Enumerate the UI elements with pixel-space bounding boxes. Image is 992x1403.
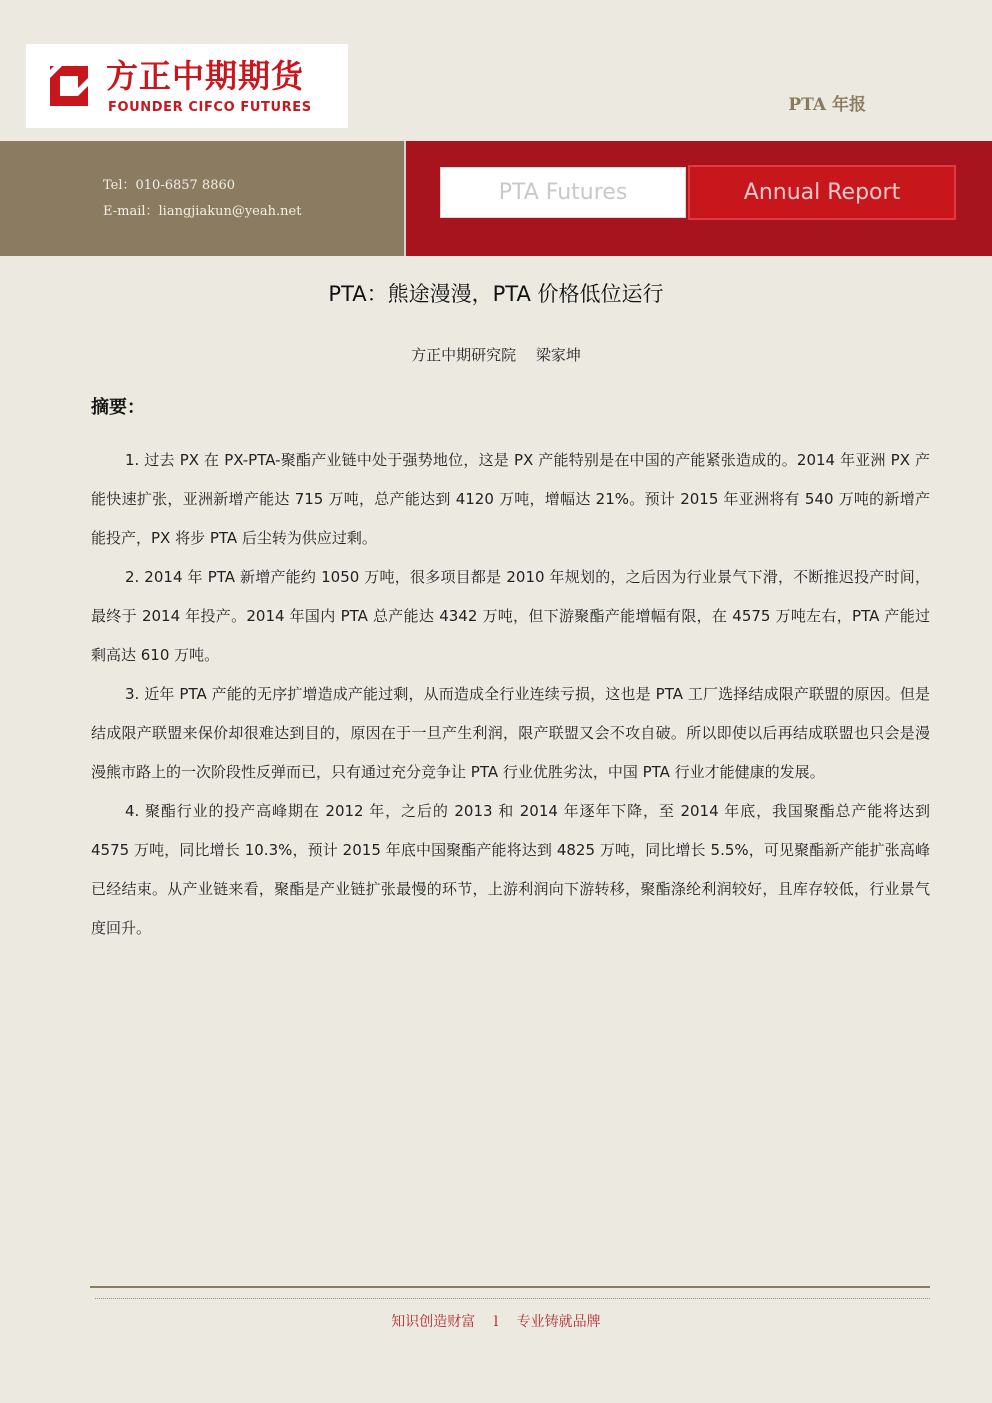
abstract-paragraph-1: 1. 过去 PX 在 PX-PTA-聚酯产业链中处于强势地位，这是 PX 产能特别是在中国的产能紧张造成的。2014 年亚洲 PX 产能快速扩张，亚洲新增产能达 715 万吨，总产能达到 4120 万吨，增幅达 21%。预计 2015 年亚洲将有 540 万吨的新增产能投产，PX 将步 PTA 后尘转为供应过剩。 [91,451,930,547]
footer-dotted-rule [95,1298,930,1299]
pta-futures-label: PTA Futures [440,167,686,218]
abstract-paragraph-3: 3. 近年 PTA 产能的无序扩增造成产能过剩，从而造成全行业连续亏损，这也是 PTA 工厂选择结成限产联盟的原因。但是结成限产联盟来保价却很难达到目的，原因在于一旦产生利润，限产联盟又会不攻自破。所以即使以后再结成联盟也只会是漫漫熊市路上的一次阶段性反弹而已，只有通过充分竞争让 PTA 行业优胜劣汰，中国 PTA 行业才能健康的发展。 [91,685,930,781]
company-logo [26,44,348,128]
document-author: 方正中期研究院 梁家坤 [411,346,581,364]
footer-slogan: 知识创造财富 l 专业铸就品牌 [391,1314,601,1330]
abstract-body [91,441,930,948]
logo-chinese-name: 方正中期期货 [106,57,305,95]
document-title: PTA：熊途漫漫，PTA 价格低位运行 [328,282,664,306]
contact-band [0,141,404,256]
abstract-paragraph-4: 4. 聚酯行业的投产高峰期在 2012 年，之后的 2013 和 2014 年逐年下降，至 2014 年底，我国聚酯总产能将达到 4575 万吨，同比增长 10.3%，预计 2015 年底中国聚酯产能将达到 4825 万吨，同比增长 5.5%，可见聚酯新产能扩张高峰已经结束。从产业链来看，聚酯是产业链扩张最慢的环节，上游利润向下游转移，聚酯涤纶利润较好，且库存较低，行业景气度回升。 [91,802,930,937]
footer-rule [90,1286,930,1288]
abstract-heading: 摘要： [91,397,145,418]
company-logo-icon [44,62,92,110]
report-type-tag: PTA 年报 [788,95,866,115]
logo-english-name: FOUNDER CIFCO FUTURES [108,100,312,115]
annual-report-label: Annual Report [688,165,956,220]
contact-tel: Tel：010-6857 8860 [103,178,236,193]
contact-email: E-mail：liangjiakun@yeah.net [103,204,302,219]
abstract-paragraph-2: 2. 2014 年 PTA 新增产能约 1050 万吨，很多项目都是 2010 年规划的，之后因为行业景气下滑，不断推迟投产时间，最终于 2014 年投产。2014 年国内 PTA 总产能达 4342 万吨，但下游聚酯产能增幅有限，在 4575 万吨左右，PTA 产能过剩高达 610 万吨。 [91,568,930,664]
